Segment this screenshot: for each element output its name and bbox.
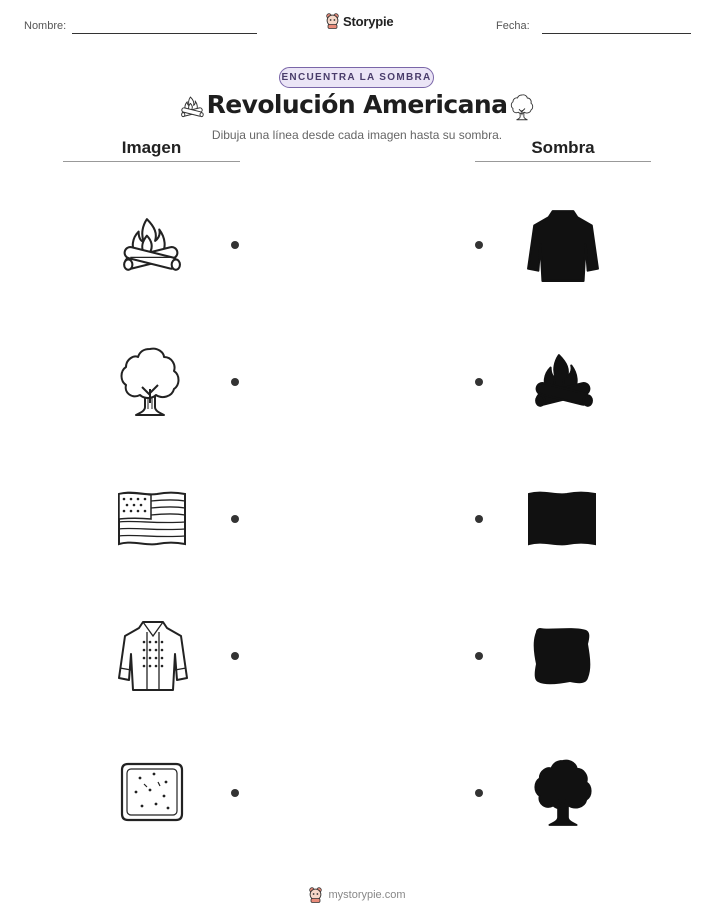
left-dot-2[interactable] [231, 378, 239, 386]
tree-decoration-icon [510, 93, 534, 121]
right-dot-4[interactable] [475, 652, 483, 660]
tree-shadow-icon [532, 755, 594, 829]
right-dot-1[interactable] [475, 241, 483, 249]
flag-shadow-icon [525, 488, 599, 550]
left-dot-3[interactable] [231, 515, 239, 523]
storypie-mascot-icon [308, 887, 323, 903]
campfire-shadow-icon [532, 344, 594, 418]
page-title: Revolución Americana [206, 90, 508, 119]
footer-url: mystorypie.com [328, 889, 406, 901]
column-header-image: Imagen [121, 138, 182, 157]
hardtack-cracker-icon [119, 760, 185, 824]
cracker-shadow-icon [530, 624, 594, 688]
tree-icon [118, 344, 182, 418]
coat-shadow-icon [526, 207, 600, 283]
right-dot-2[interactable] [475, 378, 483, 386]
date-label: Fecha: [496, 20, 530, 32]
storypie-mascot-icon [325, 13, 340, 29]
left-dot-1[interactable] [231, 241, 239, 249]
column-underline-right [475, 161, 651, 162]
left-dot-4[interactable] [231, 652, 239, 660]
left-dot-5[interactable] [231, 789, 239, 797]
footer [0, 887, 714, 903]
brand-logo [325, 13, 393, 29]
activity-badge: ENCUENTRA LA SOMBRA [279, 67, 434, 88]
name-label: Nombre: [24, 20, 67, 32]
name-input-line[interactable] [72, 33, 257, 34]
column-header-shadow: Sombra [531, 138, 595, 157]
campfire-icon [120, 208, 182, 282]
brand-name: Storypie [343, 13, 394, 29]
right-dot-5[interactable] [475, 789, 483, 797]
date-input-line[interactable] [542, 33, 691, 34]
american-flag-icon [115, 488, 189, 550]
instructions: Dibuja una línea desde cada imagen hasta su sombra. [211, 128, 503, 142]
column-underline-left [63, 161, 240, 162]
right-dot-3[interactable] [475, 515, 483, 523]
colonial-coat-icon [117, 618, 189, 692]
